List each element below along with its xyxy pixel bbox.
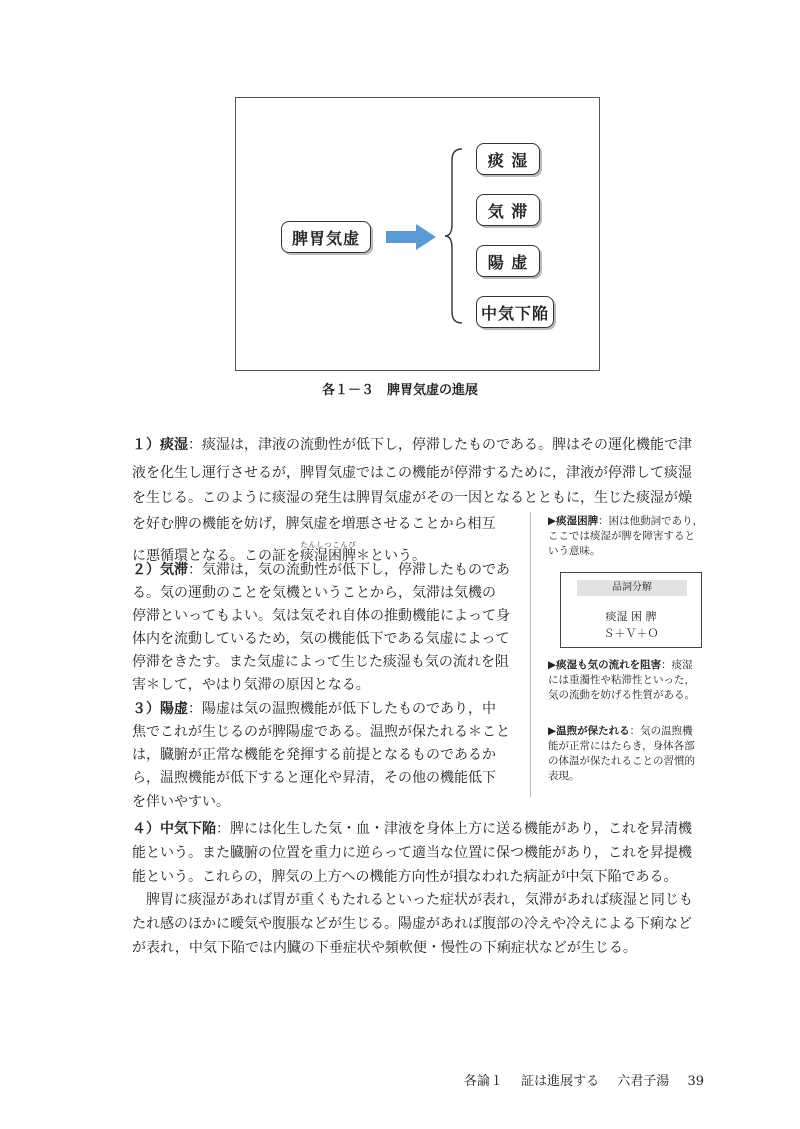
paragraph-line: たれ感のほかに曖気や腹脹などが生じる。陽虚があれば腹部の冷えや冷えによる下痢など (132, 916, 692, 932)
paragraph-line: が表れ，中気下陥では内臓の下垂症状や頻軟便・慢性の下痢症状などが生じる。 (132, 940, 637, 956)
paragraph-line: １）痰湿：痰湿は，津液の流動性が低下し，停滞したものである。脾はその運化機能で津 (132, 437, 692, 453)
paragraph-line: は，臓腑が正常な機能を発揮する前提となるものであるか (132, 747, 496, 763)
paragraph-line: 液を化生し運行させるが，脾胃気虚ではこの機能が停滞するために，津液が停滞して痰湿 (132, 465, 692, 481)
paragraph-line: ３）陽虚：陽虚は気の温煦機能が低下したものであり，中 (132, 701, 496, 717)
sidebar-note: ▶痰湿困脾：困は他動詞であり， ここでは痰湿が脾を障害すると いう意味。 (548, 515, 704, 557)
figure-caption: 各１－３ 脾胃気虚の進展 (321, 383, 478, 398)
part-of-speech-formula: Ｓ＋Ｖ＋Ｏ (603, 627, 659, 640)
paragraph-line: 停滞といってもよい。気は気それ自体の推動機能によって身 (132, 608, 510, 624)
paragraph-line: 停滞をきたす。また気虚によって生じた痰湿も気の流れを阻 (132, 654, 509, 670)
part-of-speech-title: 品詞分解 (577, 580, 687, 596)
sidebar-note: ▶温煦が保たれる：気の温煦機 能が正常にはたらき，身体各部 の体温が保たれることの習慣的 表現。 (548, 725, 695, 782)
paragraph-line: 脾胃に痰湿があれば胃が重くもたれるといった症状が表れ，気滞があれば痰湿と同じも (132, 892, 693, 908)
sidebar-divider (530, 512, 531, 797)
paragraph-line: ４）中気下陥：脾には化生した気・血・津液を身体上方に送る機能があり，これを昇清機 (132, 821, 692, 837)
paragraph-line: に悪循環となる。この証を痰湿困脾たんしつこんぴ＊という。 (132, 541, 426, 564)
source-box: 脾胃気虚 (281, 221, 371, 253)
figure (235, 97, 600, 371)
footer-section: 各論１ (463, 1074, 503, 1089)
outcome-box-middle-qi-sinking: 中気下陥 (476, 296, 554, 328)
paragraph-line: る。気の運動のことを気機ということから，気滞は気機の (132, 585, 496, 601)
page-number: 39 (687, 1074, 704, 1089)
section-heading: ２）気滞 (132, 562, 188, 578)
section-heading: ３）陽虚 (132, 701, 188, 717)
paragraph-line: ら，温煦機能が低下すると運化や昇清，その他の機能低下 (132, 770, 496, 786)
page-footer (450, 1070, 704, 1089)
footer-chapter: 証は進展する (521, 1074, 600, 1089)
paragraph-line: ２）気滞：気滞は，気の流動性が低下し，停滞したものであ (132, 562, 510, 578)
outcome-box-phlegm-damp: 痰 湿 (476, 143, 540, 175)
section-heading: １）痰湿 (132, 437, 188, 453)
paragraph-line: 能という。また臓腑の位置を重力に逆らって適当な位置に保つ機能があり，これを昇提機 (132, 845, 692, 861)
paragraph-line: を伴いやすい。 (132, 794, 230, 810)
paragraph-line: を生じる。このように痰湿の発生は脾胃気虚がその一因となるとともに，生じた痰湿が燥 (132, 490, 692, 506)
outcome-box-yang-deficiency: 陽 虚 (476, 245, 540, 277)
section-heading: ４）中気下陥 (132, 821, 216, 837)
part-of-speech-box (560, 572, 702, 648)
paragraph-line: を好む脾の機能を妨げ，脾気虚を増悪させることから相互 (132, 516, 496, 532)
footer-formula: 六君子湯 (617, 1074, 670, 1089)
part-of-speech-word: 痰湿 困 脾 (605, 610, 657, 623)
paragraph-line: 能という。これらの，脾気の上方への機能方向性が損なわれた病証が中気下陥である。 (132, 869, 678, 885)
ruby-term: 痰湿困脾たんしつこんぴ (300, 541, 356, 564)
sidebar-note: ▶痰湿も気の流れを阻害：痰湿 には重濁性や粘滞性といった， 気の流動を妨げる性質がある。 (548, 659, 695, 701)
paragraph-line: 体内を流動しているため，気の機能低下である気虚によって (132, 631, 510, 647)
paragraph-line: 焦でこれが生じるのが脾陽虚である。温煦が保たれる＊こと (132, 724, 510, 740)
arrow-right-icon (386, 224, 436, 250)
brace-icon (444, 148, 464, 324)
paragraph-line: 害＊して，やはり気滞の原因となる。 (132, 677, 370, 693)
outcome-box-qi-stagnation: 気 滞 (476, 194, 540, 226)
